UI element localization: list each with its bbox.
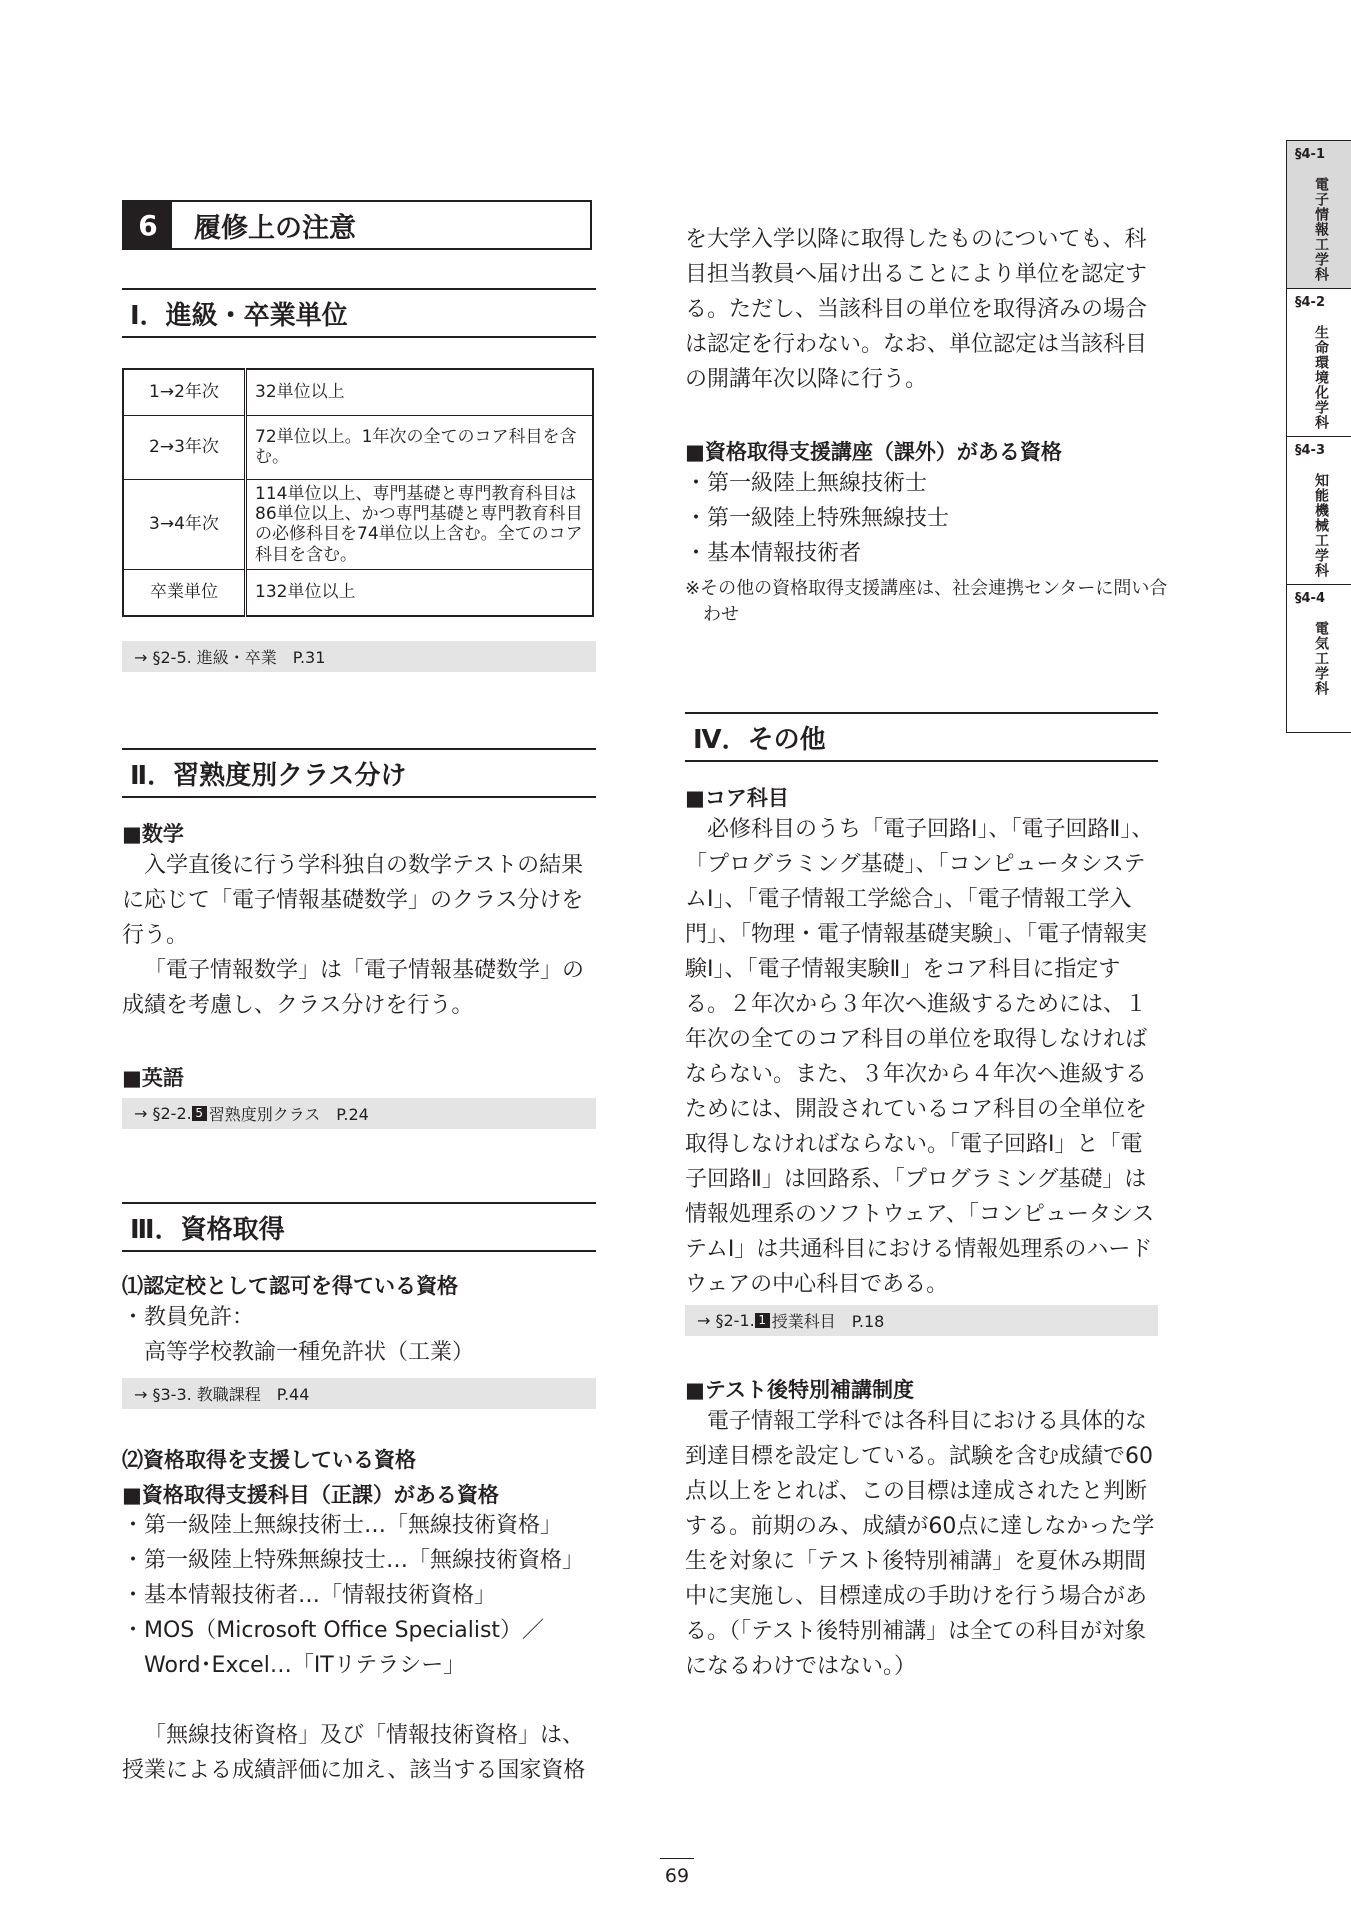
chapter-title: 履修上の注意 bbox=[194, 212, 356, 244]
extra-course-list bbox=[685, 466, 1158, 571]
list-item: ・第一級陸上無線技術士…「無線技術資格」 bbox=[122, 1513, 563, 1538]
ref-suffix: 授業科目 P.18 bbox=[771, 1312, 885, 1331]
ref-prefix: → §2-2. bbox=[134, 1104, 192, 1123]
list-item: 高等学校教諭一種免許状（工業） bbox=[144, 1340, 475, 1365]
subheading-accredited: ⑴認定校として認可を得ている資格 bbox=[122, 1274, 458, 1298]
section-heading-3: Ⅲ．資格取得 bbox=[122, 1202, 596, 1252]
table-value: 32単位以上 bbox=[246, 369, 594, 415]
core-text: 必修科目のうち「電子回路Ⅰ」、「電子回路Ⅱ」、「プログラミング基礎」、「コンピュータシステムⅠ」、「電子情報工学総合」、「電子情報工学入門」、「物理・電子情報基礎実験」、「電子情報実験Ⅰ」、「電子情報実験Ⅱ」をコア科目に指定する。２年次から３年次へ進級するためには、１年次の全てのコア科目の単位を取得しなければならない。また、３年次から４年次へ進級するためには、開設されているコア科目の全単位を取得しなければならない。「電子回路Ⅰ」と「電子回路Ⅱ」は回路系、「プログラミング基礎」は情報処理系のソフトウェア、「コンピュータシステムⅠ」は共通科目における情報処理系のハードウェアの中心科目である。 bbox=[685, 817, 1155, 1297]
support-course-list bbox=[122, 1508, 596, 1683]
reference-link[interactable]: → §3-3. 教職課程 P.44 bbox=[122, 1378, 596, 1409]
math-text-2: 「電子情報数学」は「電子情報基礎数学」の成績を考慮し、クラス分けを行う。 bbox=[122, 958, 585, 1018]
chapter-number: 6 bbox=[124, 202, 172, 248]
list-item: ・基本情報技術者…「情報技術資格」 bbox=[122, 1583, 497, 1608]
table-key: 3→4年次 bbox=[123, 479, 246, 570]
table-row bbox=[123, 415, 593, 479]
tab-label: 生命環境化学科 bbox=[1313, 325, 1329, 430]
list-item: ・MOS（Microsoft Office Specialist）／Word･Excel…「ITリテラシー」 bbox=[122, 1618, 545, 1678]
section-tabs bbox=[1286, 140, 1351, 733]
credit-requirements-table bbox=[122, 368, 594, 617]
ref-badge: 5 bbox=[192, 1106, 207, 1121]
subheading-core: ■コア科目 bbox=[685, 786, 789, 810]
tab-label: 電子情報工学科 bbox=[1313, 177, 1329, 282]
make-up-paragraph bbox=[685, 1404, 1158, 1684]
subheading-make-up: ■テスト後特別補講制度 bbox=[685, 1378, 915, 1402]
ref-suffix: 習熟度別クラス P.24 bbox=[208, 1105, 369, 1124]
table-key: 2→3年次 bbox=[123, 415, 246, 479]
tab-4-4[interactable] bbox=[1286, 584, 1351, 733]
list-item: ・第一級陸上特殊無線技士…「無線技術資格」 bbox=[122, 1548, 585, 1573]
table-key: 卒業単位 bbox=[123, 570, 246, 616]
tab-label: 知能機械工学科 bbox=[1313, 473, 1329, 578]
reference-link[interactable] bbox=[685, 1305, 1158, 1336]
table-value: 132単位以上 bbox=[246, 570, 594, 616]
page-number: 69 bbox=[660, 1858, 694, 1887]
make-up-text: 電子情報工学科では各科目における具体的な到達目標を設定している。試験を含む成績で60点以上をとれば、この目標は達成されたと判断する。前期のみ、成績が60点に達しなかった学生を対象に「テスト後特別補講」を夏休み期間中に実施し、目標達成の手助けを行う場合がある。（「テスト後特別補講」は全ての科目が対象になるわけではない。） bbox=[685, 1409, 1155, 1679]
core-paragraph bbox=[685, 812, 1158, 1302]
list-item: ・第一級陸上特殊無線技士 bbox=[685, 506, 950, 531]
math-paragraph bbox=[122, 848, 596, 1023]
subheading-math: ■数学 bbox=[122, 822, 184, 846]
subheading-english: ■英語 bbox=[122, 1066, 184, 1090]
list-item: ・教員免許： bbox=[122, 1305, 255, 1330]
table-key: 1→2年次 bbox=[123, 369, 246, 415]
list-item: ・基本情報技術者 bbox=[685, 541, 862, 566]
tab-code: §4-3 bbox=[1295, 443, 1325, 458]
tab-label: 電気工学科 bbox=[1313, 621, 1329, 696]
table-value: 114単位以上、専門基礎と専門教育科目は86単位以上、かつ専門基礎と専門教育科目の必修科目を74単位以上含む。全てのコア科目を含む。 bbox=[246, 479, 594, 570]
tab-code: §4-1 bbox=[1295, 147, 1325, 162]
extra-course-note: ※その他の資格取得支援講座は、社会連携センターに問い合わせ bbox=[685, 578, 1168, 625]
certification-text: 「無線技術資格」及び「情報技術資格」は、授業による成績評価に加え、該当する国家資格 bbox=[122, 1723, 586, 1783]
section-heading-1: Ⅰ．進級・卒業単位 bbox=[122, 288, 596, 338]
section-heading-2: Ⅱ．習熟度別クラス分け bbox=[122, 748, 596, 798]
tab-code: §4-4 bbox=[1295, 591, 1325, 606]
tab-code: §4-2 bbox=[1295, 295, 1325, 310]
table-row bbox=[123, 369, 593, 415]
reference-link[interactable] bbox=[122, 1098, 596, 1129]
chapter-header bbox=[122, 200, 592, 250]
table-row bbox=[123, 479, 593, 570]
math-text-1: 入学直後に行う学科独自の数学テストの結果に応じて「電子情報基礎数学」のクラス分けを行う。 bbox=[122, 853, 584, 948]
certification-continued-text: を大学入学以降に取得したものについても、科目担当教員へ届け出ることにより単位を認定する。ただし、当該科目の単位を取得済みの場合は認定を行わない。なお、単位認定は当該科目の開講年次以降に行う。 bbox=[685, 227, 1148, 392]
certification-continued bbox=[685, 222, 1158, 397]
tab-4-2[interactable] bbox=[1286, 288, 1351, 436]
ref-badge: 1 bbox=[755, 1313, 770, 1328]
table-value: 72単位以上。1年次の全てのコア科目を含む。 bbox=[246, 415, 594, 479]
subheading-support-courses: ■資格取得支援科目（正課）がある資格 bbox=[122, 1483, 499, 1507]
ref-prefix: → §2-1. bbox=[697, 1311, 755, 1330]
subheading-extra-courses: ■資格取得支援講座（課外）がある資格 bbox=[685, 440, 1062, 464]
list-item: ・第一級陸上無線技術士 bbox=[685, 471, 928, 496]
subheading-support: ⑵資格取得を支援している資格 bbox=[122, 1448, 416, 1472]
certification-paragraph bbox=[122, 1718, 596, 1788]
tab-4-1[interactable] bbox=[1286, 140, 1351, 288]
accredited-list bbox=[122, 1300, 596, 1370]
section-heading-4: Ⅳ．その他 bbox=[685, 712, 1158, 762]
reference-link[interactable]: → §2-5. 進級・卒業 P.31 bbox=[122, 641, 596, 672]
table-row bbox=[123, 570, 593, 616]
tab-4-3[interactable] bbox=[1286, 436, 1351, 584]
